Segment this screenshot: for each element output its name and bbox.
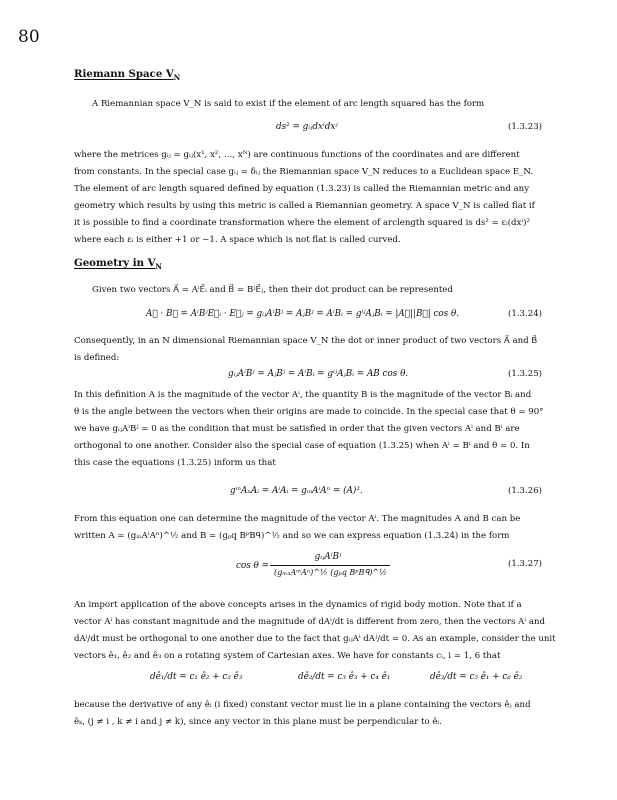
section-title-geometry	[74, 257, 162, 271]
equation-label-1-3-27: (1.3.27)	[508, 559, 543, 569]
equation-rotation-2: dê₂/dt = c₃ ê₃ + c₄ ê₁	[298, 672, 391, 682]
text-line: The element of arc length squared defined by equation (1.3.23) is called the Riemannian metric and any	[74, 184, 530, 194]
equation-rotation-1: dê₁/dt = c₁ ê₂ + c₂ ê₃	[150, 672, 243, 682]
equation-label-1-3-23: (1.3.23)	[508, 122, 543, 132]
text-line: from constants. In the special case gᵢⱼ = δᵢⱼ the Riemannian space V_N reduces to a Euclidean space E_N.	[74, 167, 534, 177]
equation-label-1-3-24: (1.3.24)	[508, 309, 543, 319]
text-line: we have gᵢⱼAⁱBʲ = 0 as the condition that must be satisfied in order that the given vectors Aⁱ and Bⁱ are	[74, 424, 520, 434]
section-title-riemann-space	[74, 68, 180, 82]
paragraph-metric	[74, 147, 546, 249]
intro-riemann: A Riemannian space V_N is said to exist if the element of arc length squared has the form	[92, 99, 485, 109]
section-title-subscript: N	[155, 262, 162, 272]
text-line: In this definition A is the magnitude of the vector Aⁱ, the quantity B is the magnitude of the vector Bᵢ and	[74, 390, 532, 400]
text-line: because the derivative of any êᵢ (i fixed) constant vector must lie in a plane containing the vectors êⱼ and	[74, 700, 531, 710]
equation-rotation-3: dê₃/dt = c₅ ê₁ + c₆ ê₂	[430, 672, 523, 682]
text-line: where the metrices gᵢⱼ = gᵢⱼ(x¹, x², …, xᴺ) are continuous functions of the coordinates and are different	[74, 150, 520, 160]
text-line: Consequently, in an N dimensional Riemannian space V_N the dot or inner product of two vectors A⃗ and B⃗	[74, 336, 538, 346]
intro-geometry: Given two vectors A⃗ = AⁱE⃗ᵢ and B⃗ = BʲE⃗ⱼ, then their dot product can be represented	[92, 285, 453, 295]
text-line: êₖ, (j ≠ i , k ≠ i and j ≠ k), since any vector in this plane must be perpendicular to êᵢ.	[74, 717, 442, 727]
paragraph-rigid-body	[74, 597, 556, 665]
text-line: An import application of the above concepts arises in the dynamics of rigid body motion. Note that if a	[74, 600, 522, 610]
text-line: dAⁱ/dt must be orthogonal to one another due to the fact that gᵢⱼAⁱ dAʲ/dt = 0. As an example, consider the unit	[74, 634, 556, 644]
equation-1-3-27-denominator: (gₘₙAᵐAⁿ)^½ (gₚq BᵖBᑫ)^½	[274, 568, 387, 577]
text-line: orthogonal to one another. Consider also the special case of equation (1.3.25) when Aⁱ = Bⁱ and θ = 0. In	[74, 441, 530, 451]
fraction-bar	[270, 565, 390, 566]
text-line: where each εᵢ is either +1 or −1. A space which is not flat is called curved.	[74, 235, 401, 245]
paragraph-definition	[74, 387, 546, 472]
equation-label-1-3-26: (1.3.26)	[508, 486, 543, 496]
page-number: 80	[18, 27, 40, 47]
text-line: vectors ê₁, ê₂ and ê₃ on a rotating system of Cartesian axes. We have for constants cᵢ, i = 1, 6 that	[74, 651, 501, 661]
paragraph-magnitude	[74, 511, 546, 545]
equation-1-3-26: gⁱⁿAₙAᵢ = AⁱAᵢ = gᵢₙAⁱAⁿ = (A)².	[230, 486, 363, 496]
section-title-text: Riemann Space V	[74, 68, 174, 80]
equation-label-1-3-25: (1.3.25)	[508, 369, 543, 379]
equation-1-3-24: A⃗ · B⃗ = AⁱBʲE⃗ᵢ · E⃗ⱼ = gᵢⱼAⁱBʲ = AⱼBʲ = AⁱBᵢ = gⁱʲAⱼBᵢ = |A⃗||B⃗| cos θ.	[146, 309, 460, 319]
text-line: this case the equations (1.3.25) inform us that	[74, 458, 276, 468]
equation-1-3-25: gᵢⱼAⁱBʲ = AⱼBʲ = AⁱBᵢ = gⁱʲAⱼBᵢ = AB cos θ.	[228, 369, 409, 379]
paragraph-derivative	[74, 697, 546, 731]
equation-1-3-23: ds² = gᵢⱼdxⁱdxʲ	[276, 122, 338, 132]
text-line: vector Aⁱ has constant magnitude and the magnitude of dAⁱ/dt is different from zero, then the vectors Aⁱ and	[74, 617, 545, 627]
section-title-subscript: N	[173, 73, 181, 83]
text-line: it is possible to find a coordinate transformation where the element of arclength squared is ds² = εᵢ(dxⁱ)²	[74, 218, 530, 228]
text-line: From this equation one can determine the magnitude of the vector Aⁱ. The magnitudes A and B can be	[74, 514, 521, 524]
text-line: geometry which results by using this metric is called a Riemannian geometry. A space V_N is called flat if	[74, 201, 535, 211]
text-line: θ is the angle between the vectors when their origins are made to coincide. In the special case that θ = 90°	[74, 407, 544, 417]
text-line: is defined:	[74, 353, 120, 363]
equation-1-3-27-lhs: cos θ =	[236, 561, 269, 571]
paragraph-inner-product	[74, 333, 546, 367]
section-title-text: Geometry in V	[74, 257, 156, 269]
text-line: written A = (gᵢₙAⁱAⁿ)^½ and B = (gₚq BᵖBᑫ)^½ and so we can express equation (1.3.24) in the form	[74, 531, 510, 541]
equation-1-3-27-numerator: gᵢⱼAⁱBʲ	[314, 552, 342, 562]
